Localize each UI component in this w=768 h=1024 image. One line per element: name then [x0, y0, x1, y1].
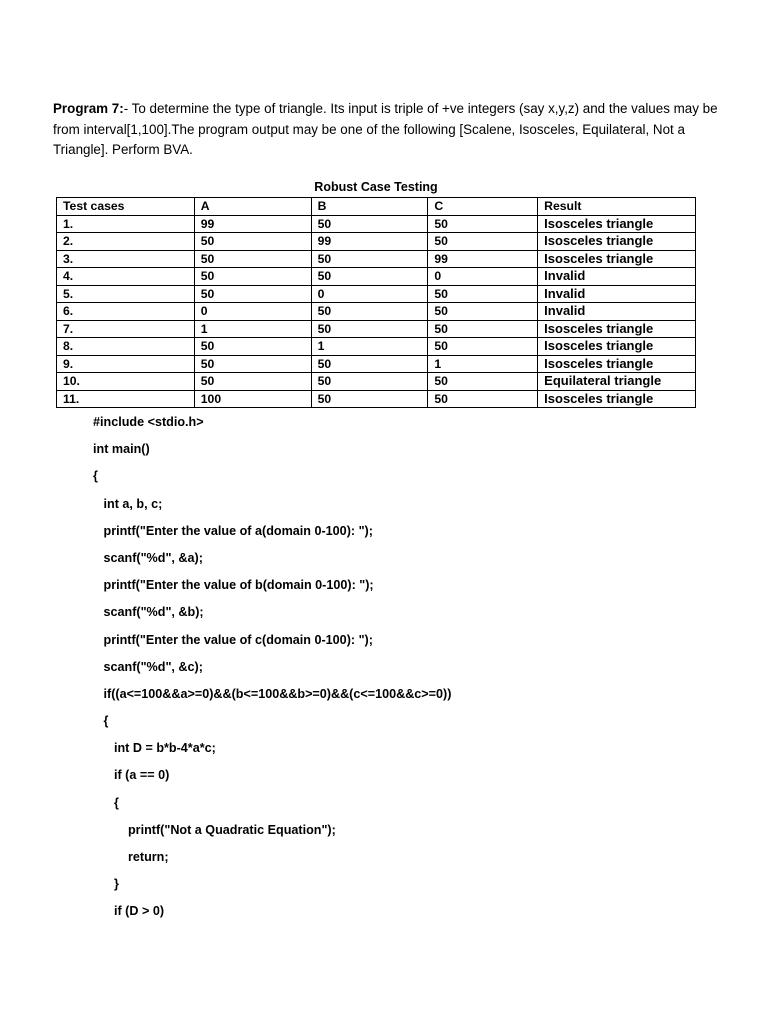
- cell-result: Invalid: [538, 285, 696, 303]
- cell-test-case: 2.: [57, 233, 195, 251]
- robust-case-testing-table: [56, 197, 696, 408]
- cell-test-case: 11.: [57, 390, 195, 408]
- program-description: [53, 99, 723, 161]
- cell-c: 1: [428, 355, 538, 373]
- table-title: Robust Case Testing: [314, 180, 438, 194]
- cell-c: 50: [428, 320, 538, 338]
- cell-c: 50: [428, 303, 538, 321]
- cell-a: 50: [194, 338, 311, 356]
- table-header-row: [57, 198, 696, 216]
- cell-test-case: 5.: [57, 285, 195, 303]
- code-line: int a, b, c;: [93, 496, 163, 511]
- table-row: [57, 285, 696, 303]
- code-line: printf("Enter the value of a(domain 0-100): ");: [93, 523, 373, 538]
- code-line: return;: [93, 850, 169, 864]
- cell-test-case: 10.: [57, 373, 195, 391]
- table-row: [57, 338, 696, 356]
- code-line: if (D > 0): [93, 904, 165, 919]
- cell-a: 50: [194, 268, 311, 286]
- cell-b: 50: [311, 215, 428, 233]
- cell-a: 50: [194, 373, 311, 391]
- program-description-text: - To determine the type of triangle. Its input is triple of +ve integers (say x,y,z) and the values may be from interval[1,100].The program output may be one of the following [Scalene, Isosceles, Equilateral, Not a Triangle]. Perform BVA.: [53, 101, 718, 158]
- cell-result: Invalid: [538, 303, 696, 321]
- table-row: [57, 215, 696, 233]
- cell-b: 50: [311, 320, 428, 338]
- cell-c: 50: [428, 233, 538, 251]
- cell-test-case: 7.: [57, 320, 195, 338]
- cell-b: 50: [311, 303, 428, 321]
- cell-b: 50: [311, 355, 428, 373]
- code-line: scanf("%d", &a);: [93, 550, 203, 565]
- cell-result: Isosceles triangle: [538, 390, 696, 408]
- table-row: [57, 390, 696, 408]
- header-a: A: [194, 198, 311, 216]
- cell-result: Isosceles triangle: [538, 233, 696, 251]
- cell-a: 99: [194, 215, 311, 233]
- cell-c: 50: [428, 390, 538, 408]
- cell-b: 50: [311, 268, 428, 286]
- code-listing: [93, 412, 451, 929]
- code-line: printf("Enter the value of b(domain 0-100): ");: [93, 578, 374, 593]
- code-line: {: [93, 795, 119, 810]
- cell-c: 0: [428, 268, 538, 286]
- code-line: scanf("%d", &c);: [93, 659, 203, 674]
- code-line: int D = b*b-4*a*c;: [93, 741, 216, 756]
- cell-test-case: 4.: [57, 268, 195, 286]
- cell-c: 50: [428, 215, 538, 233]
- cell-result: Isosceles triangle: [538, 355, 696, 373]
- table-body: [57, 215, 696, 408]
- code-line: scanf("%d", &b);: [93, 605, 204, 620]
- cell-a: 50: [194, 250, 311, 268]
- code-line: {: [93, 714, 109, 729]
- table-row: [57, 320, 696, 338]
- cell-c: 50: [428, 373, 538, 391]
- cell-a: 100: [194, 390, 311, 408]
- code-line: if((a<=100&&a>=0)&&(b<=100&&b>=0)&&(c<=100&&c>=0)): [93, 686, 452, 701]
- table-row: [57, 373, 696, 391]
- cell-result: Isosceles triangle: [538, 320, 696, 338]
- code-line: printf("Not a Quadratic Equation");: [93, 822, 336, 837]
- cell-c: 99: [428, 250, 538, 268]
- cell-test-case: 1.: [57, 215, 195, 233]
- cell-b: 50: [311, 250, 428, 268]
- cell-test-case: 6.: [57, 303, 195, 321]
- cell-result: Invalid: [538, 268, 696, 286]
- cell-test-case: 9.: [57, 355, 195, 373]
- code-line: #include <stdio.h>: [93, 415, 204, 429]
- table-row: [57, 233, 696, 251]
- cell-b: 1: [311, 338, 428, 356]
- cell-a: 50: [194, 233, 311, 251]
- cell-result: Isosceles triangle: [538, 215, 696, 233]
- cell-c: 50: [428, 338, 538, 356]
- header-c: C: [428, 198, 538, 216]
- cell-a: 50: [194, 355, 311, 373]
- cell-b: 50: [311, 373, 428, 391]
- cell-b: 99: [311, 233, 428, 251]
- cell-result: Isosceles triangle: [538, 338, 696, 356]
- code-line: printf("Enter the value of c(domain 0-100): ");: [93, 632, 373, 647]
- cell-b: 50: [311, 390, 428, 408]
- table-row: [57, 303, 696, 321]
- code-line: {: [93, 469, 98, 484]
- code-line: }: [93, 877, 119, 892]
- program-label: Program 7:: [53, 101, 124, 117]
- cell-a: 0: [194, 303, 311, 321]
- cell-b: 0: [311, 285, 428, 303]
- cell-test-case: 8.: [57, 338, 195, 356]
- header-test-cases: Test cases: [57, 198, 195, 216]
- table-row: [57, 250, 696, 268]
- code-line: int main(): [93, 442, 150, 457]
- code-line: if (a == 0): [93, 768, 170, 783]
- cell-result: Equilateral triangle: [538, 373, 696, 391]
- header-result: Result: [538, 198, 696, 216]
- table-row: [57, 268, 696, 286]
- cell-test-case: 3.: [57, 250, 195, 268]
- cell-a: 1: [194, 320, 311, 338]
- header-b: B: [311, 198, 428, 216]
- table-row: [57, 355, 696, 373]
- cell-a: 50: [194, 285, 311, 303]
- cell-c: 50: [428, 285, 538, 303]
- cell-result: Isosceles triangle: [538, 250, 696, 268]
